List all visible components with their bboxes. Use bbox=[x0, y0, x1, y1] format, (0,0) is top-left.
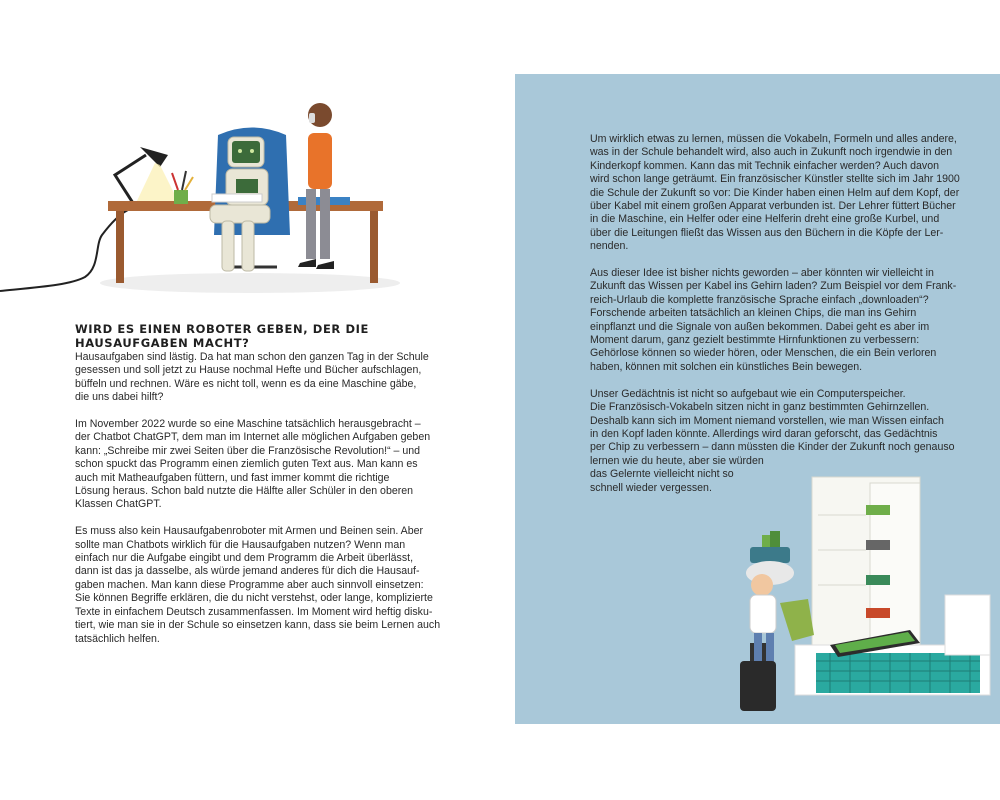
left-paragraph: Im November 2022 wurde so eine Maschine tatsächlich herausgebracht – der Chatbot ChatGPT, dem man im Internet alle möglichen Aufgaben geben kann: „Schreibe mir zwei Seiten über die Französische Revolution!“ – und schon spuckt das Programm einen ziemlich guten Text aus. Man kann es auch mit Matheaufgaben füttern, und fast immer kommt die richtige Lösung heraus. Schon bald nutzte die Hälfte aller Schüler in den oberen Klassen ChatGPT. bbox=[75, 418, 431, 511]
right-paragraph: Um wirklich etwas zu lernen, müssen die Vokabeln, Formeln und alles andere, was in der Schule behandelt wird, also auch in Zukunft noch irgendwie in den Kinderkopf kommen. Kann das mit Technik einfacher werden? Auch davon wird schon lange geträumt. Ein französischer Künstler stellte sich im Jahr 1900 die Schule der Zukunft so vor: Die Kinder haben einen Helm auf dem Kopf, der über Kabel mit einem großen Apparat verbunden ist. Der Lehrer füttert Bücher in die Maschine, ein Helfer oder eine Helferin dreht eine große Kurbel, und über die Leitungen fließt das Wissen aus den Büchern in die Köpfe der Ler- nenden. bbox=[590, 133, 960, 253]
right-text-column bbox=[590, 133, 965, 508]
page-heading: WIRD ES EINEN ROBOTER GEBEN, DER DIE HAUSAUFGABEN MACHT? bbox=[75, 322, 369, 350]
robot-desk-illustration bbox=[0, 95, 400, 300]
left-text-column bbox=[75, 351, 475, 659]
right-paragraph: Aus dieser Idee ist bisher nichts geworden – aber könnten wir vielleicht in Zukunft das Wissen per Kabel ins Gehirn laden? Zum Beispiel vor dem Frank- reich-Urlaub die komplette französische Sprache einfach „downloaden“? Forschende arbeiten tatsächlich an kleinen Chips, die man ins Gehirn einpflanzt und die Signale von außen bekommen. Dabei geht es aber im Moment darum, ganz gezielt bestimmte Hirnfunktionen zu verbessern: Gehörlose können so wieder hören, oder Menschen, die ein Bein verloren haben, können mit solchen ein künstliches Bein bewegen. bbox=[590, 267, 957, 373]
right-paragraph: Unser Gedächtnis ist nicht so aufgebaut wie ein Computerspeicher. Die Französisch-Vokabeln sitzen nicht in ganz bestimmten Gehirnzellen. Deshalb kann sich im Moment niemand vorstellen, wie man Wissen einfach in den Kopf laden könnte. Allerdings wird daran geforscht, das Gedächtnis per Chip zu verbessern – dann müssten die Kinder der Zukunft noch genauso lernen wie du heute, aber sie würden das Gelernte vielleicht nicht so schnell wieder vergessen. bbox=[590, 387, 955, 494]
left-paragraph: Hausaufgaben sind lästig. Da hat man schon den ganzen Tag in der Schule gesessen und soll jetzt zu Hause nochmal Hefte und Bücher aufschlagen, büffeln und rechnen. Wäre es nicht toll, wenn es da eine Maschine gäbe, die uns dabei hilft? bbox=[75, 351, 429, 404]
packing-kid-illustration bbox=[720, 475, 995, 720]
left-paragraph: Es muss also kein Hausaufgabenroboter mit Armen und Beinen sein. Aber sollte man Chatbots wirklich für die Hausaufgaben nutzen? Wenn man einfach nur die Aufgabe eingibt und dem Programm die Arbeit überlässt, dann ist das ja dasselbe, als würde jemand anderes für dich die Hausauf- gaben machen. Man kann diese Programme aber auch sinnvoll einsetzen: Sie können Begriffe erklären, die du nicht verstehst, oder lange, komplizierte Texte in einfachem Deutsch zusammenfassen. Im Moment wird heftig disku- tiert, wie man sie in der Schule so einsetzen kann, dass sie beim Lernen auch tatsächlich helfen. bbox=[75, 525, 441, 645]
